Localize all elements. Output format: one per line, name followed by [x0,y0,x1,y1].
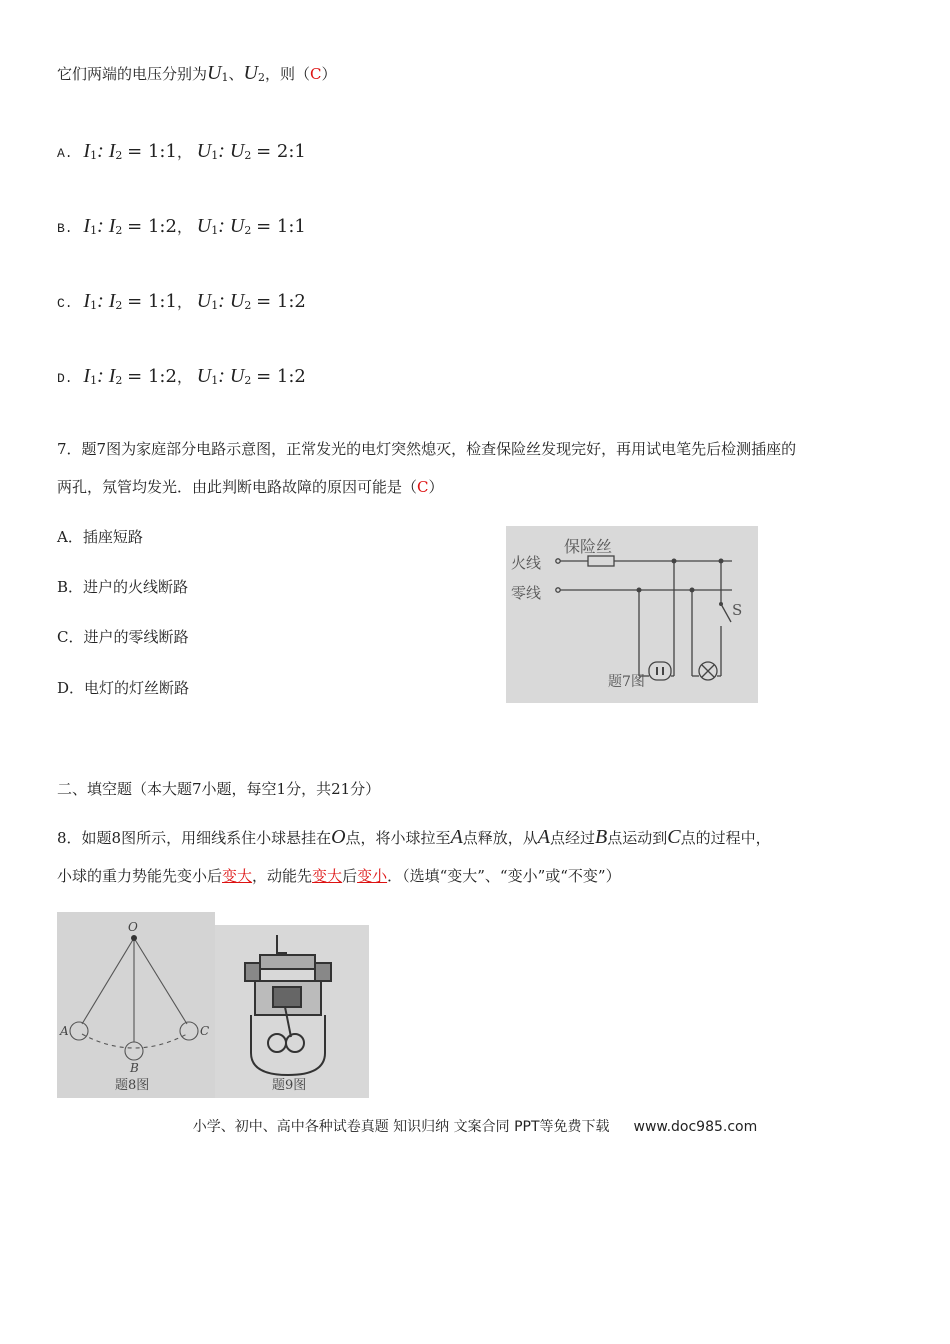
fig7-switch-label: S [732,601,743,619]
fig8-label-b: B [130,1061,139,1075]
q6-option-d: D. I1: I2 = 1:2， U1: U2 = 1:2 [57,365,306,387]
q8-answer-3: 变小 [357,867,388,885]
q7-option-c: C．进户的零线断路 [57,628,189,646]
q8-stem-line1: 8．如题8图所示，用细线系住小球悬挂在O点，将小球拉至A点释放，从A点经过B点运动到C点的过程中， [57,826,771,848]
fig8-label-c: C [200,1024,210,1038]
page-footer [0,1116,950,1136]
q7-answer: C [417,478,429,496]
q7-stem-line1: 7．题7图为家庭部分电路示意图，正常发光的电灯突然熄灭，检查保险丝发现完好，再用试电笔先后检测插座的 [57,440,797,458]
fig7-fire-label: 火线 [511,554,542,572]
figure-9-apparatus [215,925,369,1098]
q6-option-a: A. I1: I2 = 1:1， U1: U2 = 2:1 [57,140,306,162]
q7-option-a: A．插座短路 [57,528,143,546]
q7-option-d: D．电灯的灯丝断路 [57,679,190,697]
q8-stem-line2: 小球的重力势能先变小后变大，动能先变大后变小．（选填“变大”、“变小”或“不变”） [57,867,621,885]
fig7-fuse-label: 保险丝 [564,537,613,556]
fig7-caption: 题7图 [608,674,645,690]
fig8-label-a: A [60,1024,69,1038]
fig9-caption: 题9图 [272,1078,307,1093]
footer-text: 小学、初中、高中各种试卷真题 知识归纳 文案合同 PPT等免费下载 [192,1119,610,1135]
q7-option-b: B．进户的火线断路 [57,578,189,596]
q6-option-b: B. I1: I2 = 1:2， U1: U2 = 1:1 [57,215,306,237]
fig8-caption: 题8图 [115,1078,150,1093]
footer-url[interactable]: www.doc985.com [633,1119,758,1135]
q6-option-c: C. I1: I2 = 1:1， U1: U2 = 1:2 [57,290,306,312]
q7-stem-line2: 两孔，氖管均发光．由此判断电路故障的原因可能是（C） [57,478,444,496]
q8-answer-2: 变大 [312,867,343,885]
fig8-label-o: O [128,920,138,934]
figure-7-circuit [506,526,758,703]
section-2-heading: 二、填空题（本大题7小题，每空1分，共21分） [57,780,381,798]
q6-answer: C [309,65,322,83]
q8-answer-1: 变大 [222,867,253,885]
figure-8-pendulum [57,912,215,1098]
fig7-neutral-label: 零线 [511,584,542,602]
q6-stem-tail: 它们两端的电压分别为U1、U2，则（C） [57,62,337,84]
